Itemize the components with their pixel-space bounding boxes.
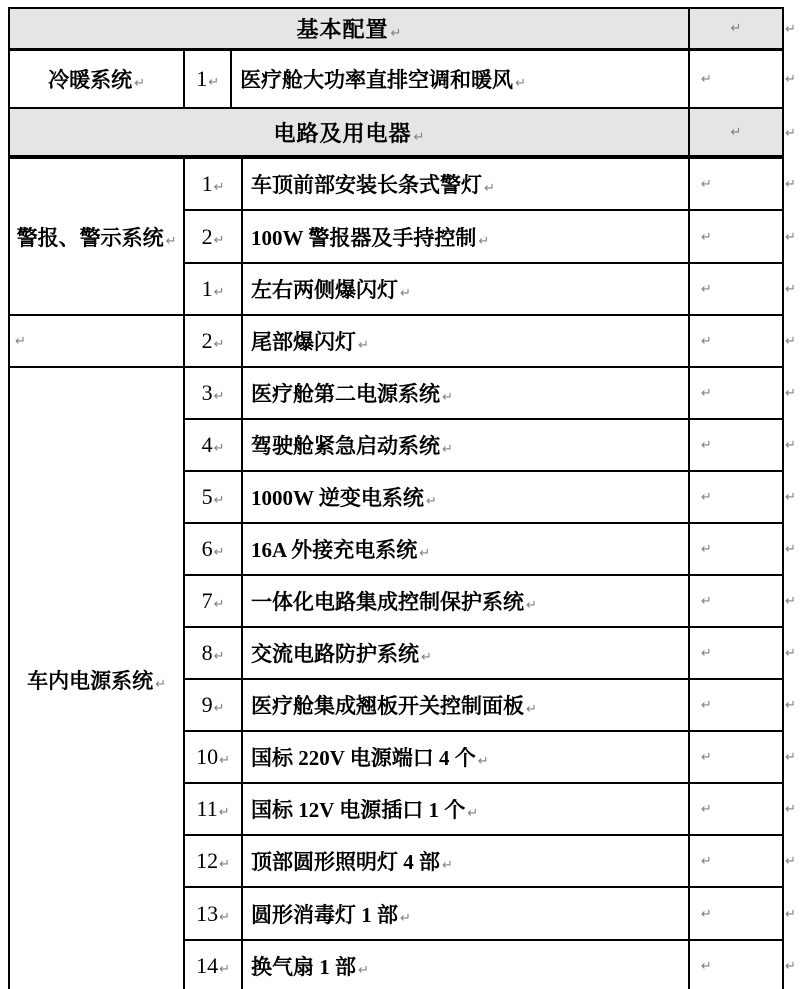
paragraph-mark-icon: ↵ <box>15 334 26 349</box>
item-desc: 医疗舱第二电源系统 <box>250 382 440 406</box>
paragraph-mark-icon: ↵ <box>784 386 796 401</box>
row-end-mark <box>783 49 799 108</box>
section-header-row <box>9 8 799 49</box>
item-number-cell <box>184 315 242 367</box>
item-number-cell <box>184 49 231 108</box>
paragraph-mark-icon: ↵ <box>213 597 225 612</box>
paragraph-mark-icon: ↵ <box>399 286 411 301</box>
remark-cell <box>689 315 783 367</box>
paragraph-mark-icon: ↵ <box>784 594 796 609</box>
item-desc: 圆形消毒灯 1 部 <box>250 902 398 927</box>
item-number-cell <box>184 157 242 210</box>
item-number: 6 <box>201 536 213 561</box>
category-cell <box>9 157 184 315</box>
remark-cell <box>689 940 783 989</box>
section-header-row <box>9 108 799 157</box>
paragraph-mark-icon: ↵ <box>208 74 220 90</box>
item-desc: 国标 12V 电源插口 1 个 <box>250 798 466 822</box>
row-end-mark <box>783 8 799 49</box>
paragraph-mark-icon: ↵ <box>784 282 796 297</box>
item-desc-cell <box>242 523 689 575</box>
item-desc: 16A 外接充电系统 <box>250 538 418 562</box>
item-desc-cell <box>242 627 689 679</box>
paragraph-mark-icon: ↵ <box>213 232 225 248</box>
remark-cell <box>689 627 783 679</box>
paragraph-mark-icon: ↵ <box>784 21 796 37</box>
paragraph-mark-icon: ↵ <box>700 906 712 922</box>
paragraph-mark-icon: ↵ <box>700 334 712 349</box>
remark-cell <box>689 367 783 419</box>
paragraph-mark-icon: ↵ <box>478 233 490 249</box>
paragraph-mark-icon: ↵ <box>213 389 225 404</box>
category-cell <box>9 367 184 989</box>
section-header-cell <box>9 8 689 49</box>
paragraph-mark-icon: ↵ <box>441 390 453 405</box>
item-number: 8 <box>201 640 213 665</box>
paragraph-mark-icon: ↵ <box>467 806 479 821</box>
paragraph-mark-icon: ↵ <box>525 598 537 613</box>
item-desc-cell <box>242 210 689 263</box>
paragraph-mark-icon: ↵ <box>784 906 796 922</box>
paragraph-mark-icon: ↵ <box>700 854 712 869</box>
paragraph-mark-icon: ↵ <box>784 125 796 141</box>
paragraph-mark-icon: ↵ <box>219 753 231 768</box>
item-number: 2 <box>201 223 213 249</box>
paragraph-mark-icon: ↵ <box>515 75 526 91</box>
paragraph-mark-icon: ↵ <box>134 75 146 91</box>
item-desc: 交流电路防护系统 <box>250 642 419 666</box>
item-number: 1 <box>201 171 213 196</box>
table-row <box>9 367 799 419</box>
section-header-label: 基本配置 <box>296 16 389 42</box>
paragraph-mark-icon: ↵ <box>413 129 425 145</box>
item-desc-cell <box>242 731 689 783</box>
item-number: 7 <box>201 588 213 613</box>
paragraph-mark-icon: ↵ <box>700 646 712 661</box>
item-number-cell <box>184 210 242 263</box>
paragraph-mark-icon: ↵ <box>213 493 225 508</box>
paragraph-mark-icon: ↵ <box>213 441 225 456</box>
category-cell-empty <box>9 315 184 367</box>
paragraph-mark-icon: ↵ <box>420 650 432 665</box>
item-desc-cell <box>242 367 689 419</box>
remark-cell <box>689 49 783 108</box>
remark-cell <box>689 108 783 157</box>
paragraph-mark-icon: ↵ <box>483 181 495 196</box>
paragraph-mark-icon: ↵ <box>784 490 796 505</box>
paragraph-mark-icon: ↵ <box>700 594 712 609</box>
paragraph-mark-icon: ↵ <box>700 959 712 974</box>
item-desc: 顶部圆形照明灯 4 部 <box>250 850 440 874</box>
paragraph-mark-icon: ↵ <box>784 854 796 869</box>
item-desc-cell <box>242 419 689 471</box>
item-desc: 国标 220V 电源端口 4 个 <box>250 746 476 770</box>
item-number-cell <box>184 731 242 783</box>
row-end-mark <box>783 315 799 367</box>
paragraph-mark-icon: ↵ <box>213 649 225 664</box>
paragraph-mark-icon: ↵ <box>730 125 742 140</box>
paragraph-mark-icon: ↵ <box>165 233 177 249</box>
item-number: 4 <box>201 432 213 457</box>
remark-cell <box>689 263 783 315</box>
section-header-label: 电路及用电器 <box>273 120 412 146</box>
remark-cell <box>689 731 783 783</box>
paragraph-mark-icon: ↵ <box>219 909 231 925</box>
remark-cell <box>689 575 783 627</box>
item-desc: 医疗舱集成翘板开关控制面板 <box>250 694 524 718</box>
item-number: 5 <box>201 484 213 509</box>
paragraph-mark-icon: ↵ <box>700 71 712 87</box>
item-number-cell <box>184 523 242 575</box>
paragraph-mark-icon: ↵ <box>784 229 796 245</box>
item-desc: 左右两侧爆闪灯 <box>250 278 398 302</box>
item-desc: 医疗舱大功率直排空调和暖风 <box>240 67 514 92</box>
item-number: 11 <box>196 796 218 821</box>
paragraph-mark-icon: ↵ <box>784 750 796 765</box>
category-label: 警报、警示系统 <box>16 225 164 250</box>
section-header-cell <box>9 108 689 157</box>
item-number: 2 <box>201 328 213 353</box>
item-desc-cell <box>242 315 689 367</box>
remark-cell <box>689 471 783 523</box>
table-row <box>9 315 799 367</box>
row-end-mark <box>783 940 799 989</box>
item-number-cell <box>184 471 242 523</box>
item-number: 3 <box>201 380 213 405</box>
row-end-mark <box>783 783 799 835</box>
row-end-mark <box>783 367 799 419</box>
paragraph-mark-icon: ↵ <box>700 750 712 765</box>
item-number-cell <box>184 940 242 989</box>
paragraph-mark-icon: ↵ <box>700 386 712 401</box>
remark-cell <box>689 157 783 210</box>
paragraph-mark-icon: ↵ <box>357 338 369 353</box>
item-number-cell <box>184 783 242 835</box>
item-desc-cell <box>242 835 689 887</box>
paragraph-mark-icon: ↵ <box>784 71 796 87</box>
configuration-table <box>8 7 800 989</box>
row-end-mark <box>783 523 799 575</box>
row-end-mark <box>783 835 799 887</box>
item-number: 13 <box>196 900 219 926</box>
remark-cell <box>689 523 783 575</box>
remark-cell <box>689 835 783 887</box>
paragraph-mark-icon: ↵ <box>700 802 712 817</box>
row-end-mark <box>783 887 799 940</box>
item-desc: 换气扇 1 部 <box>250 955 356 979</box>
paragraph-mark-icon: ↵ <box>784 542 796 557</box>
item-desc-cell <box>242 940 689 989</box>
remark-cell <box>689 210 783 263</box>
item-desc: 1000W 逆变电系统 <box>250 486 424 510</box>
item-desc: 车顶前部安装长条式警灯 <box>250 173 482 197</box>
paragraph-mark-icon: ↵ <box>784 959 796 974</box>
category-label: 冷暖系统 <box>48 67 133 92</box>
paragraph-mark-icon: ↵ <box>441 442 453 457</box>
item-number-cell <box>184 679 242 731</box>
paragraph-mark-icon: ↵ <box>700 282 712 297</box>
paragraph-mark-icon: ↵ <box>525 702 537 717</box>
row-end-mark <box>783 419 799 471</box>
paragraph-mark-icon: ↵ <box>730 21 742 37</box>
item-number-cell <box>184 263 242 315</box>
table-row <box>9 49 799 108</box>
row-end-mark <box>783 108 799 157</box>
row-end-mark <box>783 263 799 315</box>
item-number: 12 <box>196 848 219 873</box>
item-number: 9 <box>201 692 213 717</box>
item-desc-cell <box>242 157 689 210</box>
remark-cell <box>689 8 783 49</box>
remark-cell <box>689 887 783 940</box>
paragraph-mark-icon: ↵ <box>213 701 225 716</box>
item-number-cell <box>184 835 242 887</box>
paragraph-mark-icon: ↵ <box>477 754 489 769</box>
item-number-cell <box>184 419 242 471</box>
paragraph-mark-icon: ↵ <box>357 963 369 978</box>
paragraph-mark-icon: ↵ <box>218 805 230 820</box>
paragraph-mark-icon: ↵ <box>419 546 431 561</box>
item-number: 1 <box>196 65 208 91</box>
item-number: 10 <box>196 744 219 769</box>
item-desc: 尾部爆闪灯 <box>250 330 356 354</box>
remark-cell <box>689 783 783 835</box>
paragraph-mark-icon: ↵ <box>441 858 453 873</box>
item-desc-cell <box>242 263 689 315</box>
item-desc-cell <box>231 49 689 108</box>
paragraph-mark-icon: ↵ <box>700 177 712 192</box>
paragraph-mark-icon: ↵ <box>155 676 167 692</box>
paragraph-mark-icon: ↵ <box>700 490 712 505</box>
row-end-mark <box>783 471 799 523</box>
remark-cell <box>689 679 783 731</box>
item-desc: 驾驶舱紧急启动系统 <box>250 434 440 458</box>
item-number-cell <box>184 367 242 419</box>
paragraph-mark-icon: ↵ <box>700 698 712 713</box>
paragraph-mark-icon: ↵ <box>784 646 796 661</box>
item-desc-cell <box>242 887 689 940</box>
row-end-mark <box>783 679 799 731</box>
paragraph-mark-icon: ↵ <box>219 962 231 977</box>
category-label: 车内电源系统 <box>27 668 154 693</box>
paragraph-mark-icon: ↵ <box>784 438 796 453</box>
paragraph-mark-icon: ↵ <box>784 176 796 192</box>
paragraph-mark-icon: ↵ <box>700 229 712 245</box>
paragraph-mark-icon: ↵ <box>213 337 225 352</box>
item-number: 14 <box>196 953 219 978</box>
paragraph-mark-icon: ↵ <box>784 802 796 817</box>
item-number-cell <box>184 887 242 940</box>
row-end-mark <box>783 575 799 627</box>
row-end-mark <box>783 157 799 210</box>
row-end-mark <box>783 627 799 679</box>
paragraph-mark-icon: ↵ <box>213 285 225 300</box>
item-number: 1 <box>201 276 213 301</box>
row-end-mark <box>783 731 799 783</box>
remark-cell <box>689 419 783 471</box>
category-cell <box>9 49 184 108</box>
paragraph-mark-icon: ↵ <box>425 494 437 509</box>
item-desc-cell <box>242 783 689 835</box>
paragraph-mark-icon: ↵ <box>213 180 225 195</box>
item-desc-cell <box>242 471 689 523</box>
item-desc-cell <box>242 679 689 731</box>
paragraph-mark-icon: ↵ <box>700 542 712 557</box>
row-end-mark <box>783 210 799 263</box>
item-desc: 100W 警报器及手持控制 <box>250 225 477 250</box>
item-number-cell <box>184 575 242 627</box>
item-desc: 一体化电路集成控制保护系统 <box>250 590 524 614</box>
paragraph-mark-icon: ↵ <box>700 438 712 453</box>
item-desc-cell <box>242 575 689 627</box>
paragraph-mark-icon: ↵ <box>390 25 402 41</box>
paragraph-mark-icon: ↵ <box>219 857 231 872</box>
table-row <box>9 157 799 210</box>
paragraph-mark-icon: ↵ <box>399 910 411 926</box>
item-number-cell <box>184 627 242 679</box>
paragraph-mark-icon: ↵ <box>784 334 796 349</box>
paragraph-mark-icon: ↵ <box>213 545 225 560</box>
paragraph-mark-icon: ↵ <box>784 698 796 713</box>
